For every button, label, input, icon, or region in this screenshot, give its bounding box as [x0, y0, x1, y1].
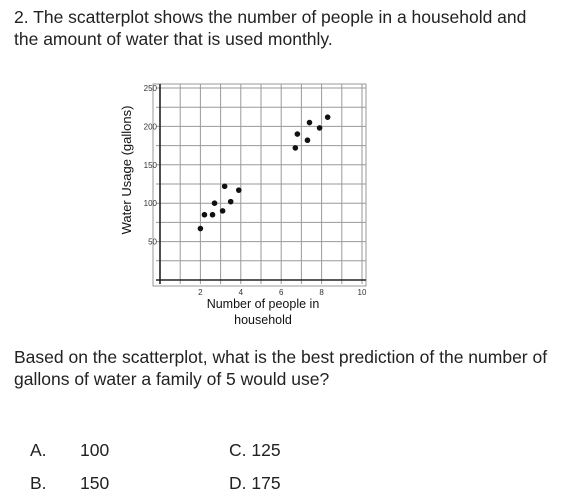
scatter-point — [305, 137, 311, 143]
scatter-point — [220, 208, 226, 214]
scatter-point — [317, 125, 323, 131]
choice-b-value: 150 — [80, 473, 110, 493]
choice-d-value: 175 — [251, 473, 281, 493]
scatter-point — [307, 120, 313, 126]
choice-b-letter: B. — [30, 473, 47, 493]
x-axis-title-line-2: household — [234, 313, 292, 327]
scatter-point — [295, 131, 301, 137]
choice-c[interactable] — [229, 439, 281, 461]
x-tick-label: 6 — [278, 288, 284, 297]
choice-c-value: 125 — [251, 440, 281, 460]
scatter-point — [293, 145, 299, 151]
x-tick-label: 2 — [198, 288, 203, 297]
choice-a[interactable] — [30, 439, 109, 461]
plot-area — [153, 84, 366, 286]
scatter-point — [198, 226, 204, 232]
question-text: 2. The scatterplot shows the number of people in a household and the amount of water that is used monthly. — [14, 7, 527, 49]
choice-b[interactable] — [30, 472, 109, 494]
scatter-point — [228, 199, 234, 205]
scatter-point — [212, 200, 218, 206]
y-axis-title: Water Usage (gallons) — [119, 105, 134, 235]
y-tick-label: 150 — [143, 160, 157, 170]
scatter-point — [325, 114, 331, 120]
x-tick-label: 4 — [238, 288, 244, 297]
choice-c-letter: C. — [229, 440, 247, 460]
scatter-point — [236, 187, 242, 193]
y-tick-label: 100 — [143, 199, 157, 209]
scatter-point — [222, 184, 228, 190]
y-tick-label: 250 — [143, 84, 157, 93]
choice-a-value: 100 — [80, 440, 110, 460]
scatter-point — [210, 212, 216, 218]
x-tick-label: 10 — [357, 288, 367, 297]
scatter-point — [202, 212, 208, 218]
prompt-text: Based on the scatterplot, what is the best prediction of the number of gallons of water a family of 5 would use? — [14, 347, 548, 389]
y-tick-label: 200 — [143, 122, 157, 132]
choice-d-letter: D. — [229, 473, 247, 493]
x-axis-title-line-1: Number of people in — [206, 297, 320, 311]
scatter-chart — [110, 78, 380, 333]
choice-a-letter: A. — [30, 440, 47, 460]
x-tick-label: 8 — [319, 288, 324, 297]
y-tick-label: 50 — [148, 237, 157, 247]
choice-d[interactable] — [229, 472, 281, 494]
